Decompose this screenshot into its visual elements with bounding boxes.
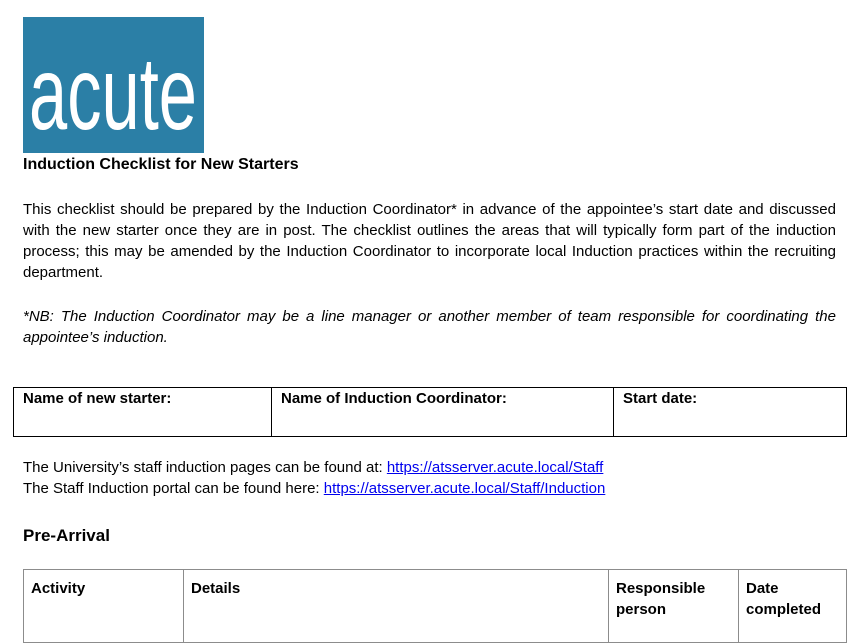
induction-portal-link[interactable]: https://atsserver.acute.local/Staff/Induction [323, 480, 606, 497]
section-title-pre-arrival: Pre-Arrival [23, 526, 110, 545]
induction-links [23, 457, 605, 499]
logo-text: acute [29, 36, 197, 152]
header-date-completed: Date completed [739, 570, 847, 643]
portal-link-prefix: The Staff Induction portal can be found here: [23, 480, 324, 497]
new-starter-name-cell[interactable]: Name of new starter: [14, 388, 272, 437]
header-responsible-person: Responsible person [609, 570, 739, 643]
acute-logo [23, 17, 204, 153]
pre-arrival-table [23, 569, 847, 643]
start-date-cell[interactable]: Start date: [614, 388, 847, 437]
starter-info-table [13, 387, 847, 437]
intro-paragraph: This checklist should be prepared by the Induction Coordinator* in advance of the appointee’s start date and discussed with the new starter once they are in post. The checklist outlines the areas that will typically form part of the induction process; this may be amended by the Induction Coordinator to incorporate local Induction practices within the recruiting department. [23, 201, 836, 281]
coordinator-name-cell[interactable]: Name of Induction Coordinator: [272, 388, 614, 437]
header-activity: Activity [24, 570, 184, 643]
header-details: Details [184, 570, 609, 643]
staff-link-prefix: The University’s staff induction pages can be found at: [23, 459, 387, 476]
page-title: Induction Checklist for New Starters [23, 156, 299, 173]
note-paragraph: *NB: The Induction Coordinator may be a line manager or another member of team responsible for coordinating the appointee’s induction. [23, 308, 836, 346]
staff-induction-link[interactable]: https://atsserver.acute.local/Staff [386, 459, 604, 476]
